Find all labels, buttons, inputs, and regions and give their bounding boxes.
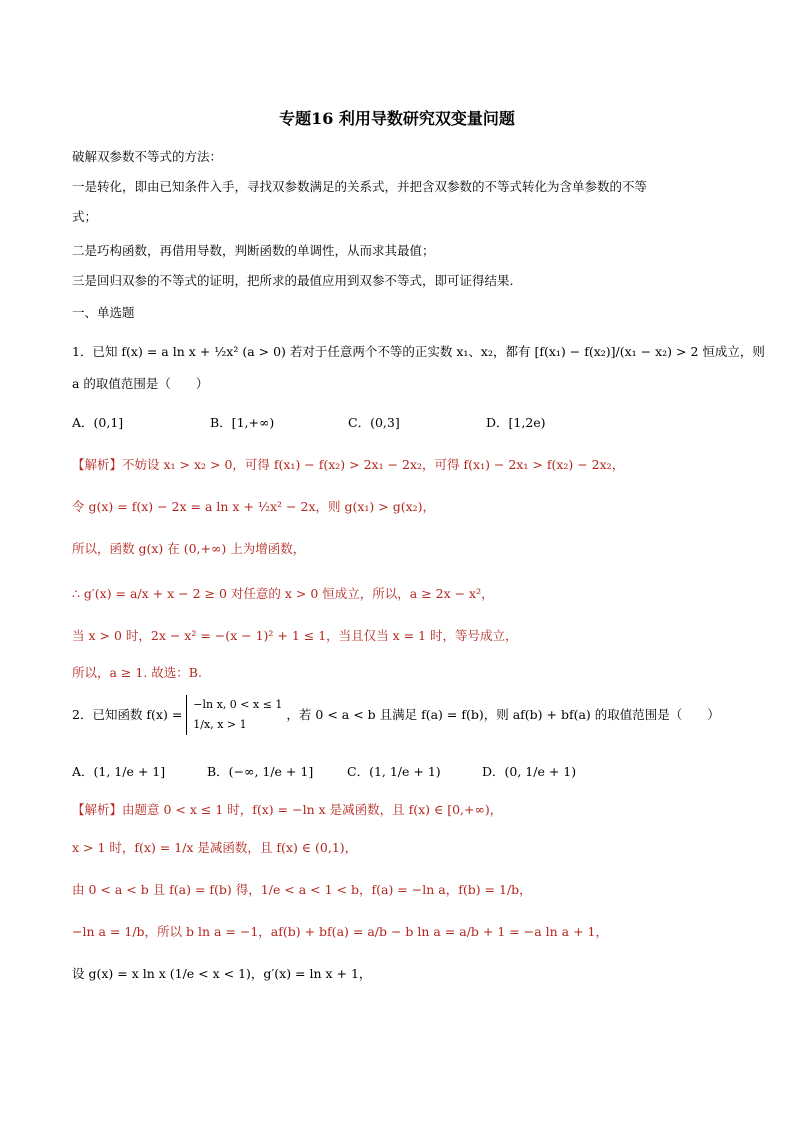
q2-choice-b: B．(−∞, 1/e + 1] [207, 764, 314, 779]
q1-solution-tag: 【解析】 [72, 457, 123, 472]
q2-solution-line-1 [72, 801, 502, 819]
q1-choices [72, 414, 546, 432]
q2-choice-c: C．(1, 1/e + 1) [347, 764, 441, 779]
intro-paragraph-1: 一是转化，即由已知条件入手，寻找双参数满足的关系式，并把含双参数的不等式转化为含单参数的不等 [72, 179, 648, 194]
section-heading: 一、单选题 [72, 305, 135, 320]
q2-case-2: 1/x, x > 1 [193, 718, 247, 731]
intro-paragraph-1-cont: 式； [72, 209, 98, 224]
q1-solution-line-5: 当 x > 0 时，2x − x² = −(x − 1)² + 1 ≤ 1，当且仅当 x = 1 时，等号成立， [72, 628, 518, 643]
q2-stem [72, 695, 720, 735]
q2-solution-line-5: 设 g(x) = x ln x (1/e < x < 1)，g′(x) = ln x + 1， [72, 966, 372, 981]
q1-solution-line-2: 令 g(x) = f(x) − 2x = a ln x + ½x² − 2x，则 g(x₁) > g(x₂)， [72, 499, 436, 514]
q1-choice-b: B．[1,+∞) [210, 415, 275, 430]
q2-case-1: −ln x, 0 < x ≤ 1 [193, 698, 283, 711]
q2-solution-tag: 【解析】 [72, 802, 123, 817]
intro-paragraph-2: 二是巧构函数，再借用导数，判断函数的单调性，从而求其最值； [72, 243, 435, 258]
q2-solution-text-1: 由题意 0 < x ≤ 1 时，f(x) = −ln x 是减函数，且 f(x) ∈ [0,+∞)， [122, 802, 503, 817]
q2-stem-pre: 2．已知函数 f(x) = [72, 707, 183, 722]
q2-solution-line-2: x > 1 时，f(x) = 1/x 是减函数，且 f(x) ∈ (0,1)， [72, 840, 358, 855]
intro-heading: 破解双参数不等式的方法： [72, 149, 223, 164]
q1-solution-line-4: ∴ g′(x) = a/x + x − 2 ≥ 0 对任意的 x > 0 恒成立，所以，a ≥ 2x − x²， [72, 586, 494, 601]
q2-choices [72, 763, 576, 781]
q1-stem: 1．已知 f(x) = a ln x + ½x² (a > 0) 若对于任意两个不等的正实数 x₁、x₂，都有 [f(x₁) − f(x₂)]/(x₁ − x₂) > 2 恒成立，则 [72, 344, 765, 359]
q1-choice-a: A．(0,1] [72, 415, 124, 430]
q1-solution-text-1: 不妨设 x₁ > x₂ > 0，可得 f(x₁) − f(x₂) > 2x₁ − 2x₂，可得 f(x₁) − 2x₁ > f(x₂) − 2x₂， [122, 457, 625, 472]
q1-choice-c: C．(0,3] [348, 415, 400, 430]
q2-choice-d: D．(0, 1/e + 1) [482, 764, 577, 779]
intro-paragraph-3: 三是回归双参的不等式的证明，把所求的最值应用到双参不等式，即可证得结果. [72, 273, 514, 288]
q1-solution-line-1 [72, 456, 624, 474]
q1-solution-line-6: 所以，a ≥ 1. 故选：B. [72, 665, 202, 680]
q1-solution-line-3: 所以，函数 g(x) 在 (0,+∞) 上为增函数， [72, 541, 306, 556]
q1-stem-cont: a 的取值范围是（ ） [72, 376, 209, 391]
q2-choice-a: A．(1, 1/e + 1] [72, 764, 166, 779]
q2-piecewise [186, 695, 282, 735]
q2-stem-post: ，若 0 < a < b 且满足 f(a) = f(b)，则 af(b) + bf(a) 的取值范围是（ ） [286, 707, 720, 722]
page-title: 专题16 利用导数研究双变量问题 [279, 109, 515, 128]
q2-solution-line-3: 由 0 < a < b 且 f(a) = f(b) 得，1/e < a < 1 < b，f(a) = −ln a，f(b) = 1/b， [72, 882, 532, 897]
q2-solution-line-4: −ln a = 1/b，所以 b ln a = −1，af(b) + bf(a) = a/b − b ln a = a/b + 1 = −a ln a + 1， [72, 924, 608, 939]
q1-choice-d: D．[1,2e) [486, 415, 546, 430]
